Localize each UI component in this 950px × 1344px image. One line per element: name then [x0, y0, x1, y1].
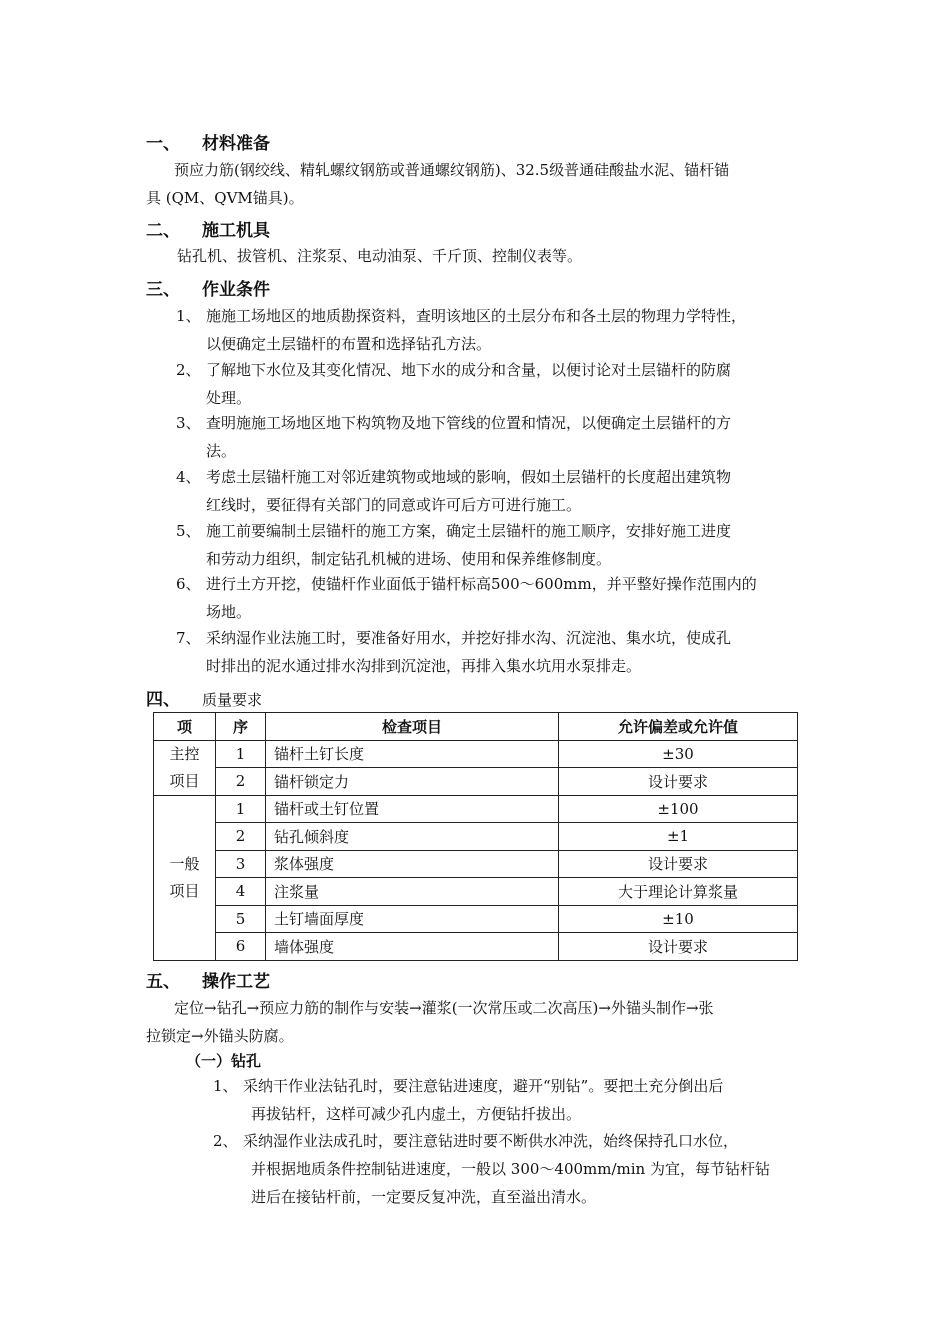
list-item-number: 5、 — [176, 522, 201, 540]
list-item-text: 采纳湿作业法成孔时，要注意钻进时要不断供水冲洗，始终保持孔口水位， — [243, 1132, 739, 1150]
value-cell: 设计要求 — [559, 768, 798, 796]
list-item-text: 并根据地质条件控制钻进速度，一般以 300～400mm/min 为宜，每节钻杆钻 — [251, 1160, 770, 1178]
section-title: 材料准备 — [202, 134, 270, 154]
section-heading-3 — [146, 279, 270, 301]
column-header: 项 — [154, 713, 216, 741]
section-number: 二、 — [146, 221, 180, 241]
value-cell: ±10 — [559, 905, 798, 933]
section-number: 四、 — [146, 690, 180, 710]
column-header: 检查项目 — [266, 713, 559, 741]
paragraph-line: 具 (QM、QVM锚具)。 — [146, 189, 304, 207]
item-cell: 锚杆锁定力 — [266, 768, 559, 796]
list-item-text: 和劳动力组织，制定钻孔机械的进场、使用和保养维修制度。 — [206, 550, 612, 568]
table-row — [154, 768, 798, 796]
item-cell: 锚杆或土钉位置 — [266, 795, 559, 823]
list-item-text: 进后在接钻杆前，一定要反复冲洗，直至溢出清水。 — [251, 1188, 597, 1206]
table-header-row — [154, 713, 798, 741]
column-header: 允许偏差或允许值 — [559, 713, 798, 741]
section-number: 五、 — [146, 972, 180, 992]
value-cell: 设计要求 — [559, 850, 798, 878]
value-cell: 大于理论计算浆量 — [559, 878, 798, 906]
paragraph-line: 预应力筋(钢绞线、精轧螺纹钢筋或普通螺纹钢筋)、32.5级普通硅酸盐水泥、锚杆锚 — [174, 161, 730, 179]
paragraph-line: 定位→钻孔→预应力筋的制作与安装→灌浆(一次常压或二次高压)→外锚头制作→张 — [174, 999, 714, 1017]
table-row — [154, 933, 798, 961]
value-cell: 设计要求 — [559, 933, 798, 961]
section-heading-4 — [146, 689, 262, 711]
list-item-number: 2、 — [213, 1132, 238, 1150]
list-item-text: 施施工场地区的地质勘探资料，查明该地区的土层分布和各土层的物理力学特性， — [206, 307, 747, 325]
section-heading-1 — [146, 133, 270, 155]
quality-table — [153, 712, 798, 961]
list-item-text: 施工前要编制土层锚杆的施工方案，确定土层锚杆的施工顺序，安排好施工进度 — [206, 522, 732, 540]
list-item-text: 了解地下水位及其变化情况、地下水的成分和含量，以便讨论对土层锚杆的防腐 — [206, 361, 732, 379]
list-item-number: 3、 — [176, 414, 201, 432]
value-cell: ±30 — [559, 740, 798, 768]
table-row — [154, 795, 798, 823]
section-number: 一、 — [146, 134, 180, 154]
seq-cell: 5 — [216, 905, 266, 933]
section-number: 三、 — [146, 280, 180, 300]
item-cell: 锚杆土钉长度 — [266, 740, 559, 768]
section-title: 施工机具 — [202, 221, 270, 241]
list-item-number: 4、 — [176, 468, 201, 486]
list-item-text: 进行土方开挖，使锚杆作业面低于锚杆标高500～600mm，并平整好操作范围内的 — [206, 575, 757, 593]
section-heading-2 — [146, 220, 270, 242]
paragraph-line: 钻孔机、拔管机、注浆泵、电动油泵、千斤顶、控制仪表等。 — [177, 247, 583, 265]
section-title: 作业条件 — [202, 280, 270, 300]
list-item-number: 6、 — [176, 575, 201, 593]
seq-cell: 2 — [216, 768, 266, 796]
seq-cell: 1 — [216, 795, 266, 823]
list-item-text: 法。 — [206, 442, 237, 460]
list-item-text: 处理。 — [206, 389, 252, 407]
list-item-text: 场地。 — [206, 603, 252, 621]
list-item-text: 红线时，要征得有关部门的同意或许可后方可进行施工。 — [206, 496, 582, 514]
item-cell: 钻孔倾斜度 — [266, 823, 559, 851]
table-row — [154, 878, 798, 906]
paragraph-line: 拉锁定→外锚头防腐。 — [146, 1027, 294, 1045]
table-row — [154, 905, 798, 933]
value-cell: ±1 — [559, 823, 798, 851]
column-header: 序 — [216, 713, 266, 741]
seq-cell: 6 — [216, 933, 266, 961]
group-label-general: 一般 项目 — [154, 795, 216, 960]
list-item-text: 考虑土层锚杆施工对邻近建筑物或地域的影响，假如土层锚杆的长度超出建筑物 — [206, 468, 732, 486]
value-cell: ±100 — [559, 795, 798, 823]
subsection-title: （一）钻孔 — [186, 1052, 262, 1070]
item-cell: 墙体强度 — [266, 933, 559, 961]
list-item-text: 以便确定土层锚杆的布置和选择钻孔方法。 — [206, 335, 492, 353]
section-title: 质量要求 — [202, 691, 263, 709]
list-item-number: 2、 — [176, 361, 201, 379]
list-item-number: 1、 — [176, 307, 201, 325]
section-title: 操作工艺 — [202, 972, 270, 992]
list-item-text: 再拔钻杆，这样可减少孔内虚土，方便钻扦拔出。 — [251, 1105, 582, 1123]
item-cell: 注浆量 — [266, 878, 559, 906]
group-label-main: 主控 项目 — [154, 740, 216, 795]
seq-cell: 4 — [216, 878, 266, 906]
table-row — [154, 850, 798, 878]
list-item-text: 查明施施工场地区地下构筑物及地下管线的位置和情况，以便确定土层锚杆的方 — [206, 414, 732, 432]
item-cell: 浆体强度 — [266, 850, 559, 878]
table-row — [154, 740, 798, 768]
seq-cell: 1 — [216, 740, 266, 768]
list-item-text: 时排出的泥水通过排水沟排到沉淀池，再排入集水坑用水泵排走。 — [206, 657, 642, 675]
table-row — [154, 823, 798, 851]
section-heading-5 — [146, 971, 270, 993]
list-item-number: 1、 — [213, 1077, 238, 1095]
list-item-text: 采纳湿作业法施工时，要准备好用水，并挖好排水沟、沉淀池、集水坑，使成孔 — [206, 629, 732, 647]
list-item-number: 7、 — [176, 629, 201, 647]
list-item-text: 采纳干作业法钻孔时，要注意钻进速度，避开“别钻”。要把土充分倒出后 — [243, 1077, 724, 1095]
seq-cell: 3 — [216, 850, 266, 878]
seq-cell: 2 — [216, 823, 266, 851]
item-cell: 土钉墙面厚度 — [266, 905, 559, 933]
